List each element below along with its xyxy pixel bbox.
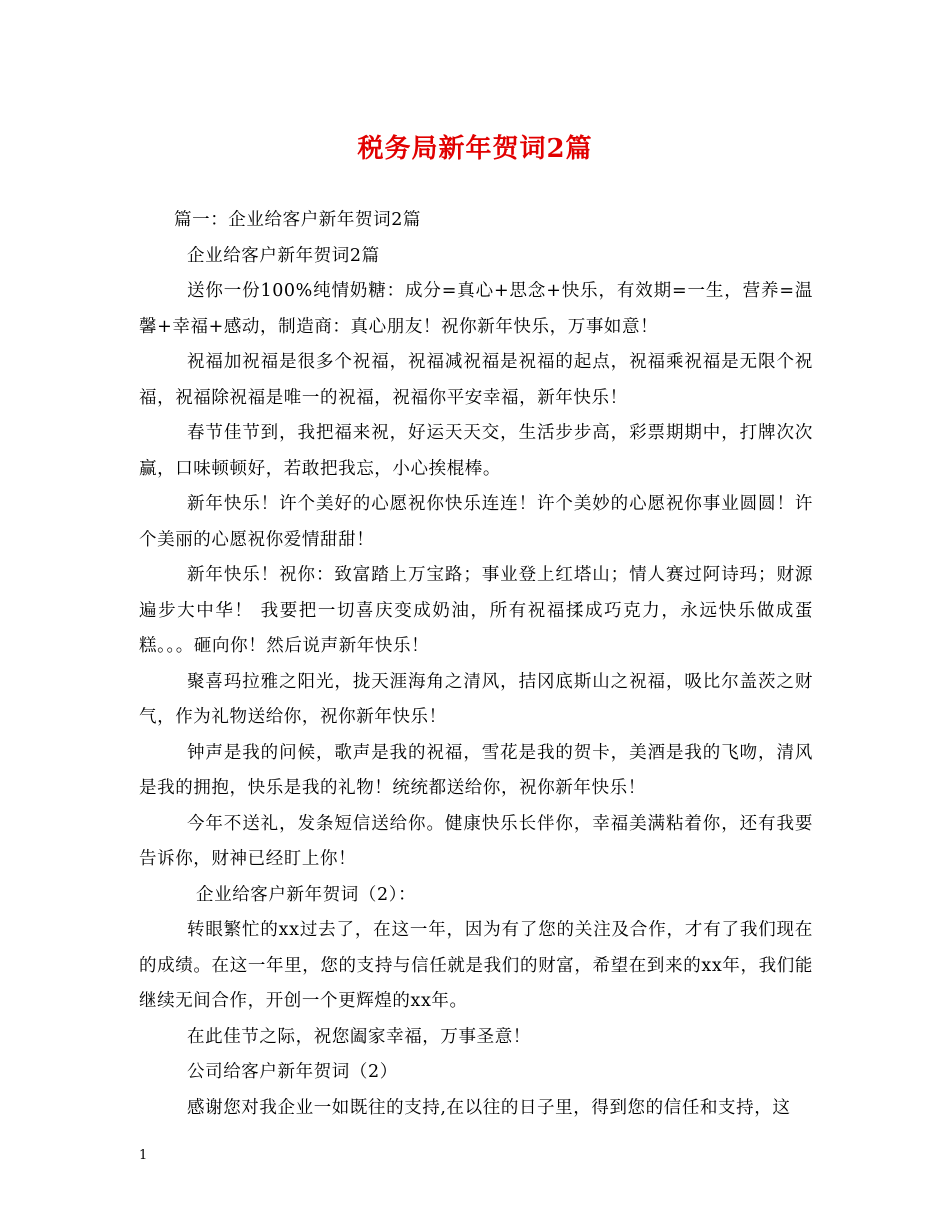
paragraph: 聚喜玛拉雅之阳光，拢天涯海角之清风，拮冈底斯山之祝福，吸比尔盖茨之财气，作为礼物送给你，祝你新年快乐！ — [139, 671, 813, 727]
paragraph: 新年快乐！许个美好的心愿祝你快乐连连！许个美妙的心愿祝你事业圆圆！许个美丽的心愿祝你爱情甜甜！ — [139, 494, 813, 550]
subsection-heading: 公司给客户新年贺词（2） — [187, 1062, 398, 1082]
paragraph: 今年不送礼，发条短信送给你。健康快乐长伴你，幸福美满粘着你，还有我要告诉你，财神已经盯上你！ — [139, 813, 813, 869]
subsection-heading: 企业给客户新年贺词（2）： — [196, 884, 417, 905]
paragraph: 祝福加祝福是很多个祝福，祝福减祝福是祝福的起点，祝福乘祝福是无限个祝福，祝福除祝福是唯一的祝福，祝福你平安幸福，新年快乐！ — [139, 352, 813, 408]
page-number: 1 — [139, 1148, 148, 1163]
document-body — [139, 203, 813, 1126]
paragraph: 钟声是我的问候，歌声是我的祝福，雪花是我的贺卡，美酒是我的飞吻，清风是我的拥抱，快乐是我的礼物！统统都送给你，祝你新年快乐！ — [139, 742, 813, 798]
paragraph: 感谢您对我企业一如既往的支持,在以往的日子里，得到您的信任和支持，这 — [187, 1097, 791, 1118]
subsection-heading: 企业给客户新年贺词2篇 — [187, 245, 380, 266]
paragraph: 在此佳节之际，祝您阖家幸福，万事圣意！ — [187, 1026, 531, 1047]
section-heading: 篇一：企业给客户新年贺词2篇 — [174, 210, 422, 230]
paragraph: 转眼繁忙的xx过去了，在这一年，因为有了您的关注及合作，才有了我们现在的成绩。在这一年里，您的支持与信任就是我们的财富，希望在到来的xx年，我们能继续无间合作，开创一个更辉煌的xx年。 — [139, 920, 813, 1011]
document-title: 税务局新年贺词2篇 — [357, 134, 593, 164]
paragraph: 新年快乐！祝你：致富踏上万宝路；事业登上红塔山；情人赛过阿诗玛；财源遍步大中华！ 我要把一切喜庆变成奶油，所有祝福揉成巧克力，永远快乐做成蛋糕。。。砸向你！然后说声新年快乐！ — [139, 565, 813, 656]
paragraph: 春节佳节到，我把福来祝，好运天天交，生活步步高，彩票期期中，打牌次次赢，口味顿顿好，若敢把我忘，小心挨棍棒。 — [139, 423, 813, 479]
paragraph: 送你一份100%纯情奶糖：成分=真心+思念+快乐，有效期=一生，营养=温馨+幸福+感动，制造商：真心朋友！祝你新年快乐，万事如意！ — [139, 281, 813, 337]
